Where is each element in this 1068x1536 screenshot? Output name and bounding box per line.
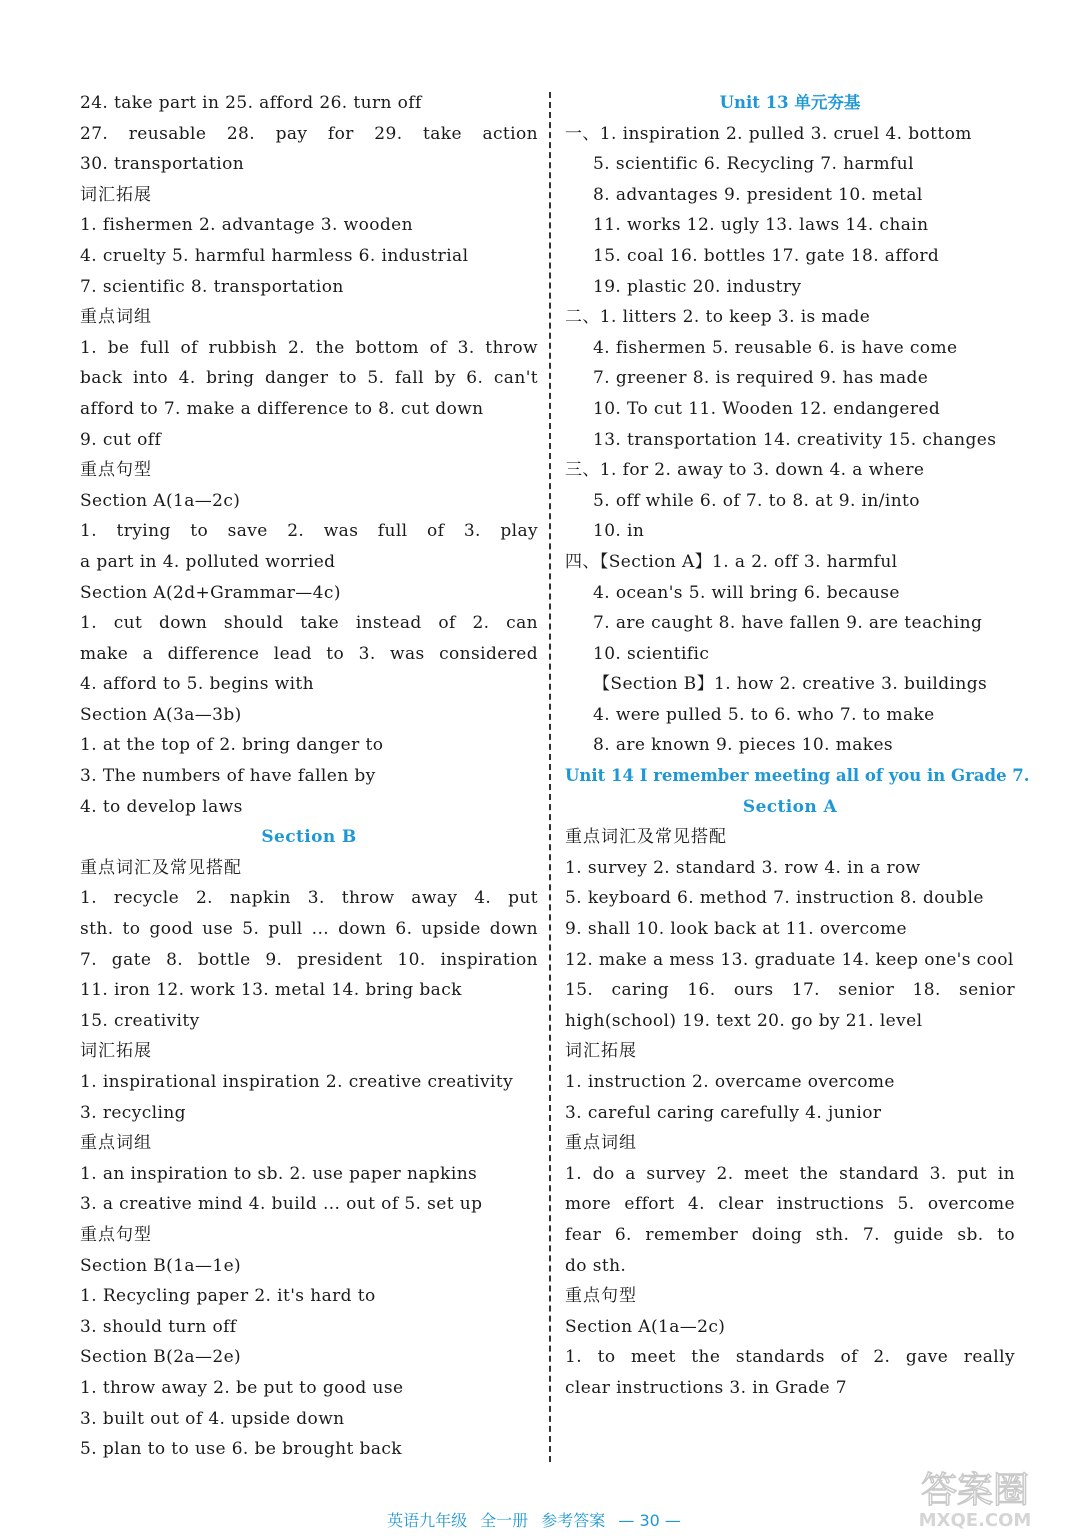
right-answer-line: 【Section B】1. how 2. creative 3. buildings (593, 674, 988, 695)
right-answer-line: 7. greener 8. is required 9. has made (593, 368, 929, 389)
left-answer-line: 3. The numbers of have fallen by (80, 766, 376, 787)
left-answer-line: 词汇拓展 (80, 1041, 152, 1062)
left-answer-line: 重点句型 (80, 1224, 152, 1245)
left-answer-line: 3. recycling (80, 1102, 186, 1123)
right-answer-line: Section A(1a—2c) (565, 1316, 726, 1337)
right-answer-line: 10. scientific (593, 643, 710, 664)
left-answer-line: Section A(3a—3b) (80, 704, 242, 725)
left-answer-line: 1. be full of rubbish 2. the bottom of 3. throw (80, 337, 538, 358)
right-answer-line: 8. advantages 9. president 10. metal (593, 184, 923, 205)
left-answer-line: 9. cut off (80, 429, 162, 450)
left-answer-line: 5. plan to to use 6. be brought back (80, 1439, 402, 1460)
left-answer-line: Section B (261, 827, 357, 848)
right-answer-line: 4. ocean's 5. will bring 6. because (593, 582, 900, 603)
right-answer-line: 8. are known 9. pieces 10. makes (593, 735, 894, 756)
right-answer-line: 4. were pulled 5. to 6. who 7. to make (593, 704, 935, 725)
footer-subject: 英语九年级 (387, 1511, 468, 1530)
right-answer-line: do sth. (565, 1255, 627, 1276)
left-answer-line: 1. Recycling paper 2. it's hard to (80, 1286, 376, 1307)
left-answer-line: 24. take part in 25. afford 26. turn off (80, 93, 422, 113)
left-answer-line: 1. trying to save 2. was full of 3. play (80, 521, 538, 542)
right-answer-line: 1. do a survey 2. meet the standard 3. put in (565, 1163, 1015, 1184)
left-column (80, 88, 538, 1465)
right-answer-line: Unit 13 单元夯基 (719, 93, 861, 112)
left-answer-line: 1. throw away 2. be put to good use (80, 1377, 404, 1398)
left-answer-line: 15. creativity (80, 1010, 200, 1031)
left-answer-line: 3. should turn off (80, 1316, 237, 1337)
right-answer-line: 15. coal 16. bottles 17. gate 18. afford (593, 245, 940, 266)
right-answer-line: 词汇拓展 (565, 1041, 637, 1062)
right-answer-line: 1. survey 2. standard 3. row 4. in a row (565, 857, 921, 878)
right-answer-line: 一、1. inspiration 2. pulled 3. cruel 4. bottom (565, 123, 972, 144)
watermark-sub: MXQE.COM (918, 1510, 1032, 1531)
right-answer-line: 四、【Section A】1. a 2. off 3. harmful (565, 551, 898, 572)
right-answer-line: 5. keyboard 6. method 7. instruction 8. double (565, 888, 984, 909)
left-answer-line: 27. reusable 28. pay for 29. take action (80, 123, 538, 144)
left-answer-line: 1. recycle 2. napkin 3. throw away 4. put (80, 888, 538, 909)
right-answer-line: 19. plastic 20. industry (593, 276, 802, 297)
left-answer-line: 4. cruelty 5. harmful harmless 6. industrial (80, 245, 469, 266)
right-answer-line: clear instructions 3. in Grade 7 (565, 1377, 848, 1398)
watermark-text: 答案圈 (920, 1470, 1030, 1511)
watermark-logo (893, 1462, 1058, 1532)
right-answer-line: 5. off while 6. of 7. to 8. at 9. in/into (593, 490, 920, 511)
left-answer-line: Section A(2d+Grammar—4c) (80, 582, 341, 603)
left-answer-line: Section B(2a—2e) (80, 1347, 242, 1368)
right-answer-line: Section A (742, 796, 838, 817)
left-answer-line: 4. afford to 5. begins with (80, 674, 314, 695)
right-answer-line: 重点词汇及常见搭配 (565, 827, 727, 848)
left-answer-line: 重点词组 (80, 307, 152, 328)
left-answer-line: 1. at the top of 2. bring danger to (80, 735, 384, 756)
right-column (565, 88, 1030, 1404)
left-answer-line: Section B(1a—1e) (80, 1255, 242, 1276)
right-answer-line: 10. To cut 11. Wooden 12. endangered (593, 398, 941, 419)
right-answer-line: 10. in (593, 521, 645, 542)
left-answer-line: sth. to good use 5. pull ... down 6. upside down (80, 919, 538, 940)
right-answer-line: fear 6. remember doing sth. 7. guide sb. to (565, 1224, 1015, 1245)
right-answer-line: 重点词组 (565, 1133, 637, 1154)
left-answer-line: 7. scientific 8. transportation (80, 276, 344, 297)
footer-page-number: — 30 — (618, 1511, 681, 1530)
right-answer-line: 5. scientific 6. Recycling 7. harmful (593, 154, 914, 175)
left-answer-line: 1. cut down should take instead of 2. can (80, 613, 538, 634)
left-answer-line: 重点句型 (80, 460, 152, 481)
footer-volume: 全一册 (480, 1511, 529, 1530)
left-answer-line: 7. gate 8. bottle 9. president 10. inspiration (80, 949, 538, 970)
right-answer-line: 7. are caught 8. have fallen 9. are teaching (593, 613, 983, 634)
left-answer-line: 3. built out of 4. upside down (80, 1408, 345, 1429)
left-answer-line: 1. fishermen 2. advantage 3. wooden (80, 215, 413, 236)
left-answer-line: 1. inspirational inspiration 2. creative creativity (80, 1072, 514, 1092)
footer-label: 参考答案 (541, 1511, 606, 1530)
left-answer-line: make a difference lead to 3. was considered (80, 643, 538, 664)
right-answer-line: 13. transportation 14. creativity 15. changes (593, 429, 997, 450)
right-answer-line: 二、1. litters 2. to keep 3. is made (565, 307, 871, 328)
right-answer-line: more effort 4. clear instructions 5. overcome (565, 1194, 1015, 1215)
left-answer-line: a part in 4. polluted worried (80, 551, 336, 572)
right-answer-line: 4. fishermen 5. reusable 6. is have come (593, 337, 958, 358)
left-answer-line: 重点词汇及常见搭配 (80, 857, 242, 878)
right-answer-line: 11. works 12. ugly 13. laws 14. chain (593, 215, 929, 236)
right-answer-line: 12. make a mess 13. graduate 14. keep one's cool (565, 949, 1014, 970)
right-answer-line: 15. caring 16. ours 17. senior 18. senior (565, 980, 1015, 1001)
left-answer-line: 重点词组 (80, 1133, 152, 1154)
left-answer-line: back into 4. bring danger to 5. fall by 6. can't (80, 368, 538, 389)
left-answer-line: 11. iron 12. work 13. metal 14. bring back (80, 980, 462, 1001)
left-answer-line: 3. a creative mind 4. build ... out of 5. set up (80, 1194, 483, 1215)
right-answer-line: 重点句型 (565, 1286, 637, 1307)
left-answer-line: Section A(1a—2c) (80, 490, 241, 511)
left-answer-line: 词汇拓展 (80, 184, 152, 205)
right-answer-line: 1. to meet the standards of 2. gave really (565, 1347, 1015, 1368)
column-divider (549, 92, 551, 1462)
left-answer-line: afford to 7. make a difference to 8. cut down (80, 398, 484, 419)
left-answer-line: 4. to develop laws (80, 796, 243, 817)
right-answer-line: 1. instruction 2. overcame overcome (565, 1072, 895, 1092)
right-answer-line: Unit 14 I remember meeting all of you in Grade 7. (565, 766, 1030, 786)
left-answer-line: 1. an inspiration to sb. 2. use paper napkins (80, 1163, 478, 1184)
right-answer-line: 三、1. for 2. away to 3. down 4. a where (565, 460, 925, 481)
right-answer-line: 3. careful caring carefully 4. junior (565, 1102, 882, 1123)
right-answer-line: 9. shall 10. look back at 11. overcome (565, 919, 907, 940)
right-answer-line: high(school) 19. text 20. go by 21. level (565, 1010, 923, 1031)
left-answer-line: 30. transportation (80, 154, 245, 175)
